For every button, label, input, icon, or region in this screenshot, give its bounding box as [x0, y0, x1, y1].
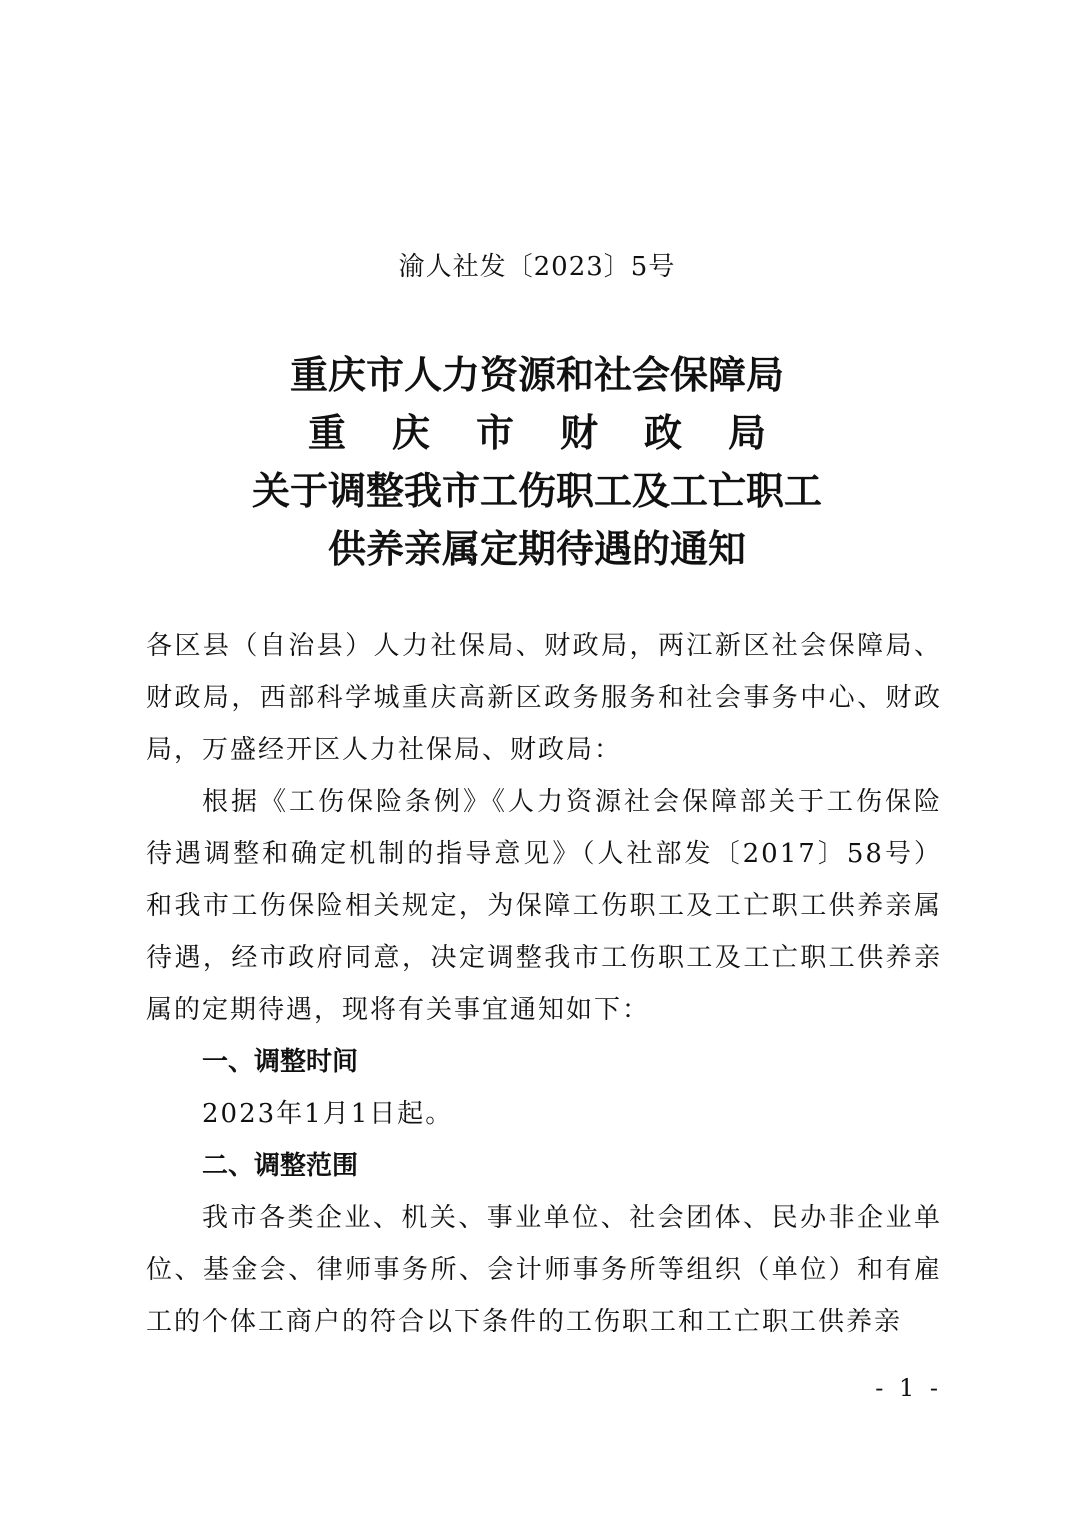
document-title	[0, 346, 1074, 578]
document-body	[146, 620, 942, 1348]
section-text-scope: 我市各类企业、机关、事业单位、社会团体、民办非企业单位、基金会、律师事务所、会计师事务所等组织（单位）和有雇工的个体工商户的符合以下条件的工伤职工和工亡职工供养亲	[146, 1203, 942, 1337]
section-heading-scope: 二、调整范围	[202, 1151, 359, 1181]
title-line-issuer-2: 重庆市财政局	[307, 411, 812, 455]
page-number: - 1 -	[875, 1374, 942, 1402]
title-line-issuer-1: 重庆市人力资源和社会保障局	[289, 353, 784, 397]
section-text-time: 2023年1月1日起。	[202, 1099, 454, 1129]
addressee-paragraph: 各区县（自治县）人力社保局、财政局，两江新区社会保障局、财政局，西部科学城重庆高新区政务服务和社会事务中心、财政局，万盛经开区人力社保局、财政局：	[146, 631, 942, 765]
title-line-subject-1: 关于调整我市工伤职工及工亡职工	[251, 469, 822, 513]
title-line-subject-2: 供养亲属定期待遇的通知	[327, 527, 746, 571]
section-heading-time: 一、调整时间	[202, 1047, 359, 1077]
document-number: 渝人社发〔2023〕5号	[398, 252, 676, 282]
intro-paragraph: 根据《工伤保险条例》《人力资源社会保障部关于工伤保险待遇调整和确定机制的指导意见》（人社部发〔2017〕58号）和我市工伤保险相关规定，为保障工伤职工及工亡职工供养亲属待遇，经市政府同意，决定调整我市工伤职工及工亡职工供养亲属的定期待遇，现将有关事宜通知如下：	[146, 787, 942, 1025]
